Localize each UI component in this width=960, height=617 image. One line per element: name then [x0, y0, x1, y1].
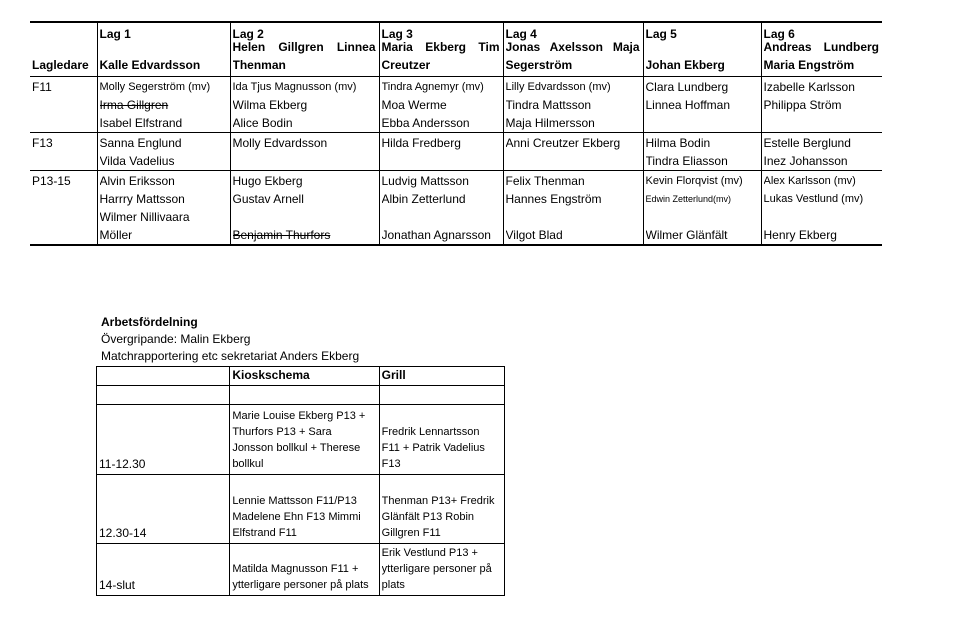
schedule-blank-row: [97, 386, 505, 405]
schedule-grill-line: Thenman P13+ Fredrik: [381, 495, 495, 507]
player-name: Irma Gillgren: [99, 98, 169, 112]
player-name: Alvin Eriksson: [99, 174, 175, 188]
schedule-blank-cell: [97, 386, 230, 405]
team-header-lag-4: [503, 22, 643, 77]
schedule-kiosk-header: Kioskschema: [230, 367, 379, 386]
player-name: Alex Karlsson (mv): [763, 175, 856, 187]
player-name: Gustav Arnell: [232, 192, 304, 206]
player-name: Hugo Ekberg: [232, 174, 303, 188]
schedule-kiosk-line: ytterligare personer på plats: [232, 579, 369, 591]
player-name: Molly Segerström (mv): [99, 81, 211, 93]
group-row-f13: [30, 133, 882, 171]
player-name: Linnea Hoffman: [645, 98, 731, 112]
player-name: Wilmer Glänfält: [645, 228, 728, 242]
schedule-header-row: [97, 367, 505, 386]
schedule-kiosk-line: Lennie Mattsson F11/P13: [232, 495, 357, 507]
team-leader-line: Andreas Lundberg: [763, 40, 879, 54]
player-name: Hannes Engström: [505, 192, 602, 206]
player-name: Tindra Eliasson: [645, 154, 728, 168]
team-header-lag-6: [761, 22, 882, 77]
kiosk-grill-schedule: [96, 366, 505, 596]
player-name: Möller: [99, 228, 133, 242]
schedule-grill-line: Gillgren F11: [381, 527, 441, 539]
team-leaders: [764, 38, 880, 74]
player-name: Tindra Agnemyr (mv): [381, 81, 484, 93]
schedule-time-header: [97, 367, 230, 386]
schedule-blank-cell: [379, 386, 504, 405]
player-cell: [379, 133, 503, 171]
player-name: Kevin Florqvist (mv): [645, 175, 743, 187]
team-header-lag-1: [97, 22, 230, 77]
team-name: Lag 2: [232, 27, 264, 41]
schedule-kiosk-cell: [230, 475, 379, 544]
work-distribution: [101, 314, 359, 365]
player-cell: [97, 133, 230, 171]
team-name: Lag 6: [763, 27, 795, 41]
team-name: Lag 4: [505, 27, 537, 41]
schedule-kiosk-line: Marie Louise Ekberg P13 +: [232, 410, 366, 422]
player-name: Inez Johansson: [763, 154, 848, 168]
player-name: Moa Werme: [381, 98, 447, 112]
schedule-row: [97, 544, 505, 596]
player-name: Estelle Berglund: [763, 136, 851, 150]
player-name: Vilgot Blad: [505, 228, 563, 242]
player-name: Anni Creutzer Ekberg: [505, 136, 621, 150]
player-name: Alice Bodin: [232, 116, 293, 130]
schedule-row: [97, 475, 505, 544]
secretariat-responsible: Matchrapportering etc sekretariat Anders Ekberg: [101, 349, 360, 363]
team-header-lag-5: [643, 22, 761, 77]
group-label: P13-15: [30, 171, 97, 246]
player-cell: [503, 77, 643, 133]
player-name: Ida Tjus Magnusson (mv): [232, 81, 357, 93]
schedule-kiosk-line: Madelene Ehn F13 Mimmi: [232, 511, 361, 523]
player-cell: [379, 77, 503, 133]
player-name: Vilda Vadelius: [99, 154, 175, 168]
player-name: Isabel Elfstrand: [99, 116, 183, 130]
player-name: Ebba Andersson: [381, 116, 470, 130]
group-label: F11: [30, 77, 97, 133]
team-leader-line: Thenman: [232, 58, 286, 72]
player-cell: [97, 77, 230, 133]
schedule-row: [97, 405, 505, 475]
schedule-kiosk-line: Elfstrand F11: [232, 527, 297, 539]
player-name: Philippa Ström: [763, 98, 842, 112]
team-name: Lag 1: [99, 27, 131, 41]
schedule-kiosk-cell: [230, 544, 379, 596]
player-name: [506, 208, 641, 226]
player-name: Benjamin Thurfors: [232, 228, 331, 242]
player-cell: [230, 77, 379, 133]
player-name: [764, 208, 881, 226]
player-name: Albin Zetterlund: [381, 192, 466, 206]
teams-table: [30, 21, 882, 246]
group-label: F13: [30, 133, 97, 171]
team-leaders: [233, 38, 376, 74]
player-name: Wilmer Nillivaara: [99, 210, 190, 224]
player-cell: [503, 171, 643, 246]
player-name: Lukas Vestlund (mv): [763, 193, 864, 205]
player-cell: [97, 171, 230, 246]
schedule-kiosk-line: Thurfors P13 + Sara: [232, 426, 332, 438]
player-name: Felix Thenman: [505, 174, 585, 188]
team-leaders: [100, 56, 227, 74]
player-name: Hilda Fredberg: [381, 136, 461, 150]
player-name: Edwin Zetterlund(mv): [645, 194, 732, 204]
player-name: Jonathan Agnarsson: [381, 228, 491, 242]
player-name: [382, 208, 501, 226]
schedule-kiosk-line: Jonsson bollkul + Therese: [232, 442, 361, 454]
team-leader-line: Kalle Edvardsson: [99, 58, 201, 72]
leader-column-header: [30, 22, 97, 77]
schedule-grill-line: ytterligare personer på: [381, 563, 492, 575]
team-leader-line: Helen Gillgren Linnea: [232, 40, 376, 54]
player-cell: [643, 171, 761, 246]
schedule-time: 14-slut: [97, 544, 230, 596]
schedule-grill-header: Grill: [379, 367, 504, 386]
team-leader-line: Jonas Axelsson Maja: [505, 40, 640, 54]
schedule-grill-line: Glänfält P13 Robin: [381, 511, 475, 523]
schedule-grill-cell: [379, 405, 504, 475]
player-name: Maja Hilmersson: [505, 116, 595, 130]
schedule-kiosk-line: bollkul: [232, 458, 264, 470]
team-leaders: [646, 56, 758, 74]
team-name: Lag 5: [645, 27, 677, 41]
team-leader-line: Johan Ekberg: [645, 58, 725, 72]
player-cell: [379, 171, 503, 246]
team-leader-line: Maria Ekberg Tim: [381, 40, 500, 54]
overall-responsible: Övergripande: Malin Ekberg: [101, 332, 251, 346]
schedule-grill-cell: [379, 475, 504, 544]
player-cell: [761, 77, 882, 133]
player-cell: [761, 133, 882, 171]
schedule-blank-cell: [230, 386, 379, 405]
leader-label: Lagledare: [32, 58, 89, 72]
group-row-f11: [30, 77, 882, 133]
group-row-p13-15: [30, 171, 882, 246]
player-cell: [643, 133, 761, 171]
schedule-grill-line: F11 + Patrik Vadelius: [381, 442, 485, 454]
player-cell: [643, 77, 761, 133]
schedule-grill-line: plats: [381, 579, 405, 591]
team-leader-line: Creutzer: [381, 58, 431, 72]
schedule-time: 11-12.30: [97, 405, 230, 475]
work-title: Arbetsfördelning: [101, 315, 198, 329]
player-name: [646, 208, 759, 226]
player-name: Harrry Mattsson: [99, 192, 185, 206]
player-name: Izabelle Karlsson: [763, 80, 855, 94]
schedule-grill-line: Fredrik Lennartsson: [381, 426, 480, 438]
player-name: Tindra Mattsson: [505, 98, 592, 112]
player-name: Hilma Bodin: [645, 136, 711, 150]
teams-table-body: [30, 22, 882, 245]
schedule-kiosk-cell: [230, 405, 379, 475]
team-header-lag-2: [230, 22, 379, 77]
player-name: Henry Ekberg: [763, 228, 837, 242]
schedule-kiosk-line: Matilda Magnusson F11 +: [232, 563, 359, 575]
player-name: Clara Lundberg: [645, 80, 729, 94]
player-cell: [230, 133, 379, 171]
team-name: Lag 3: [381, 27, 413, 41]
schedule-grill-line: Erik Vestlund P13 +: [381, 547, 478, 559]
teams-header-row: [30, 22, 882, 77]
player-name: Molly Edvardsson: [232, 136, 328, 150]
team-leader-line: Segerström: [505, 58, 573, 72]
schedule-grill-line: F13: [381, 458, 401, 470]
schedule-body: [97, 367, 505, 596]
player-cell: [761, 171, 882, 246]
team-leaders: [506, 38, 640, 74]
team-leaders: [382, 38, 500, 74]
player-cell: [503, 133, 643, 171]
player-name: Ludvig Mattsson: [381, 174, 469, 188]
player-name: Lilly Edvardsson (mv): [505, 81, 611, 93]
player-name: [233, 208, 377, 226]
player-name: Sanna Englund: [99, 136, 182, 150]
schedule-grill-cell: [379, 544, 504, 596]
team-header-lag-3: [379, 22, 503, 77]
schedule-time: 12.30-14: [97, 475, 230, 544]
team-leader-line: Maria Engström: [763, 58, 855, 72]
player-cell: [230, 171, 379, 246]
player-name: Wilma Ekberg: [232, 98, 308, 112]
